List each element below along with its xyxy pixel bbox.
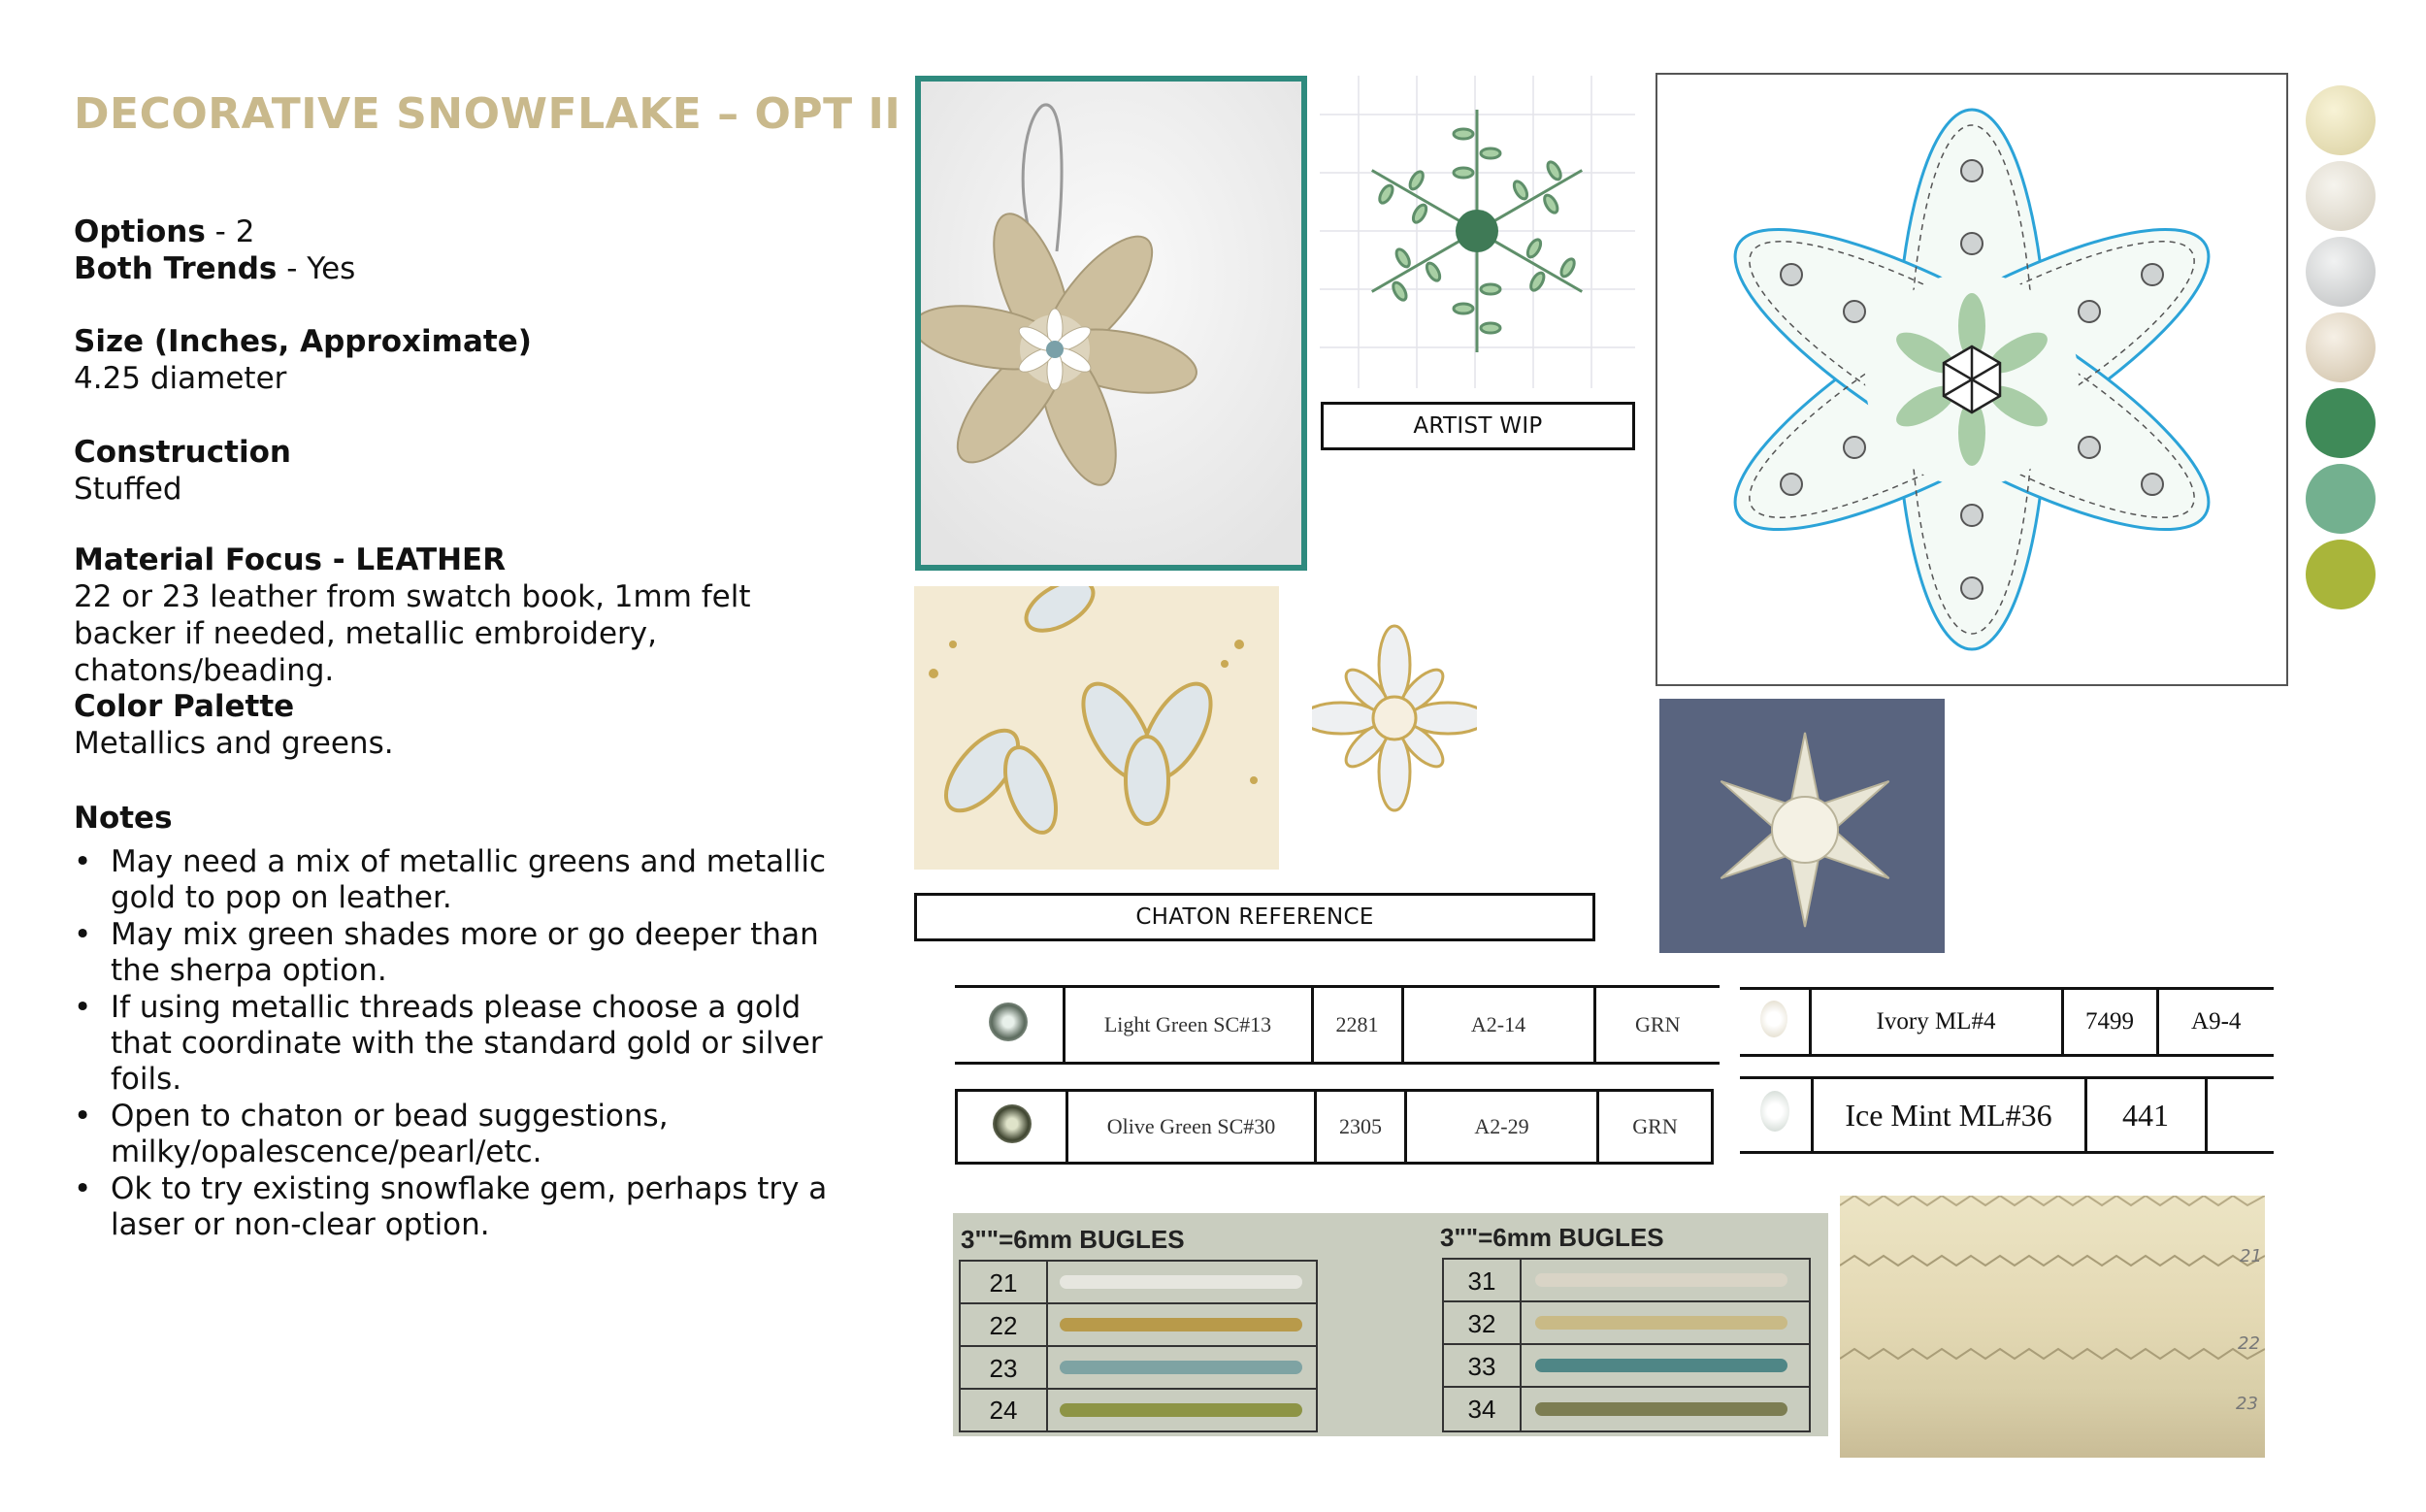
size-label: Size (Inches, Approximate) bbox=[74, 324, 532, 359]
stone-name: Ivory ML#4 bbox=[1810, 989, 2062, 1056]
stone-row-olive-green bbox=[955, 1089, 1714, 1165]
stone-row-ice-mint bbox=[1740, 1076, 2274, 1154]
options-spec bbox=[74, 214, 850, 250]
stone-color-code: GRN bbox=[1598, 1091, 1713, 1164]
notes-label: Notes bbox=[74, 801, 173, 836]
note-item: • Open to chaton or bead suggestions, milky/opalescence/pearl/etc. bbox=[74, 1099, 850, 1170]
stone-row-light-green bbox=[955, 985, 1720, 1065]
bugle-row bbox=[1444, 1388, 1809, 1430]
stone-name: Olive Green SC#30 bbox=[1067, 1091, 1316, 1164]
stone-number: 441 bbox=[2085, 1078, 2206, 1153]
bugle-row bbox=[1444, 1260, 1809, 1302]
options-value: - 2 bbox=[205, 214, 255, 249]
bugle-sample bbox=[1535, 1402, 1787, 1416]
palette-label: Color Palette bbox=[74, 689, 295, 724]
note-item: • If using metallic threads please choose a gold that coordinate with the standard gold or silver foils. bbox=[74, 990, 850, 1098]
bugle-sample bbox=[1060, 1275, 1302, 1289]
bugle-sample bbox=[1535, 1359, 1787, 1372]
stone-number: 2305 bbox=[1316, 1091, 1406, 1164]
bugle-row bbox=[961, 1347, 1316, 1390]
bugle-sample bbox=[1535, 1316, 1787, 1330]
leather-swatch-number: 23 bbox=[2236, 1394, 2258, 1414]
palette-swatch bbox=[2306, 540, 2376, 609]
note-item: • May mix green shades more or go deeper than the sherpa option. bbox=[74, 917, 850, 989]
palette-swatch bbox=[2306, 85, 2376, 155]
stone-location: A2-29 bbox=[1406, 1091, 1598, 1164]
bugle-row bbox=[961, 1390, 1316, 1430]
stone-thumbnail bbox=[1740, 1078, 1812, 1153]
material-value: 22 or 23 leather from swatch book, 1mm felt backer if needed, metallic embroidery, chatons/beading. bbox=[74, 579, 751, 688]
stone-row-ivory bbox=[1740, 987, 2274, 1057]
bugle-sample bbox=[1060, 1361, 1302, 1374]
stone-location: A2-14 bbox=[1402, 987, 1594, 1064]
bugle-number: 33 bbox=[1444, 1345, 1522, 1386]
note-item: • Ok to try existing snowflake gem, perhaps try a laser or non-clear option. bbox=[74, 1171, 850, 1243]
trends-value: - Yes bbox=[277, 251, 356, 286]
bugle-number: 34 bbox=[1444, 1388, 1522, 1430]
construction-label: Construction bbox=[74, 435, 291, 470]
bugle-sample bbox=[1060, 1403, 1302, 1417]
palette-swatch bbox=[2306, 237, 2376, 307]
bugles-heading: 3""=6mm BUGLES bbox=[1440, 1223, 1664, 1252]
stone-number: 7499 bbox=[2062, 989, 2157, 1056]
bugle-row bbox=[1444, 1345, 1809, 1388]
bugle-sample bbox=[1535, 1273, 1787, 1287]
ornament-photo bbox=[915, 76, 1307, 571]
stone-number: 2281 bbox=[1312, 987, 1402, 1064]
bugle-row bbox=[961, 1304, 1316, 1347]
chaton-reference-caption: CHATON REFERENCE bbox=[914, 893, 1595, 941]
stone-location: A9-4 bbox=[2157, 989, 2274, 1056]
bugle-sample bbox=[1060, 1318, 1302, 1331]
palette-swatch bbox=[2306, 161, 2376, 231]
bugles-table-left bbox=[959, 1260, 1318, 1432]
chaton-photo-brooch bbox=[1312, 594, 1477, 844]
palette-swatch bbox=[2306, 388, 2376, 458]
artist-wip-caption: ARTIST WIP bbox=[1321, 402, 1635, 450]
palette-swatch bbox=[2306, 312, 2376, 382]
stone-thumbnail bbox=[957, 1091, 1067, 1164]
bugle-row bbox=[961, 1262, 1316, 1304]
stone-thumbnail bbox=[955, 987, 1064, 1064]
leather-swatch-photo bbox=[1840, 1196, 2265, 1458]
leather-swatch-number: 21 bbox=[2240, 1246, 2262, 1266]
stone-location bbox=[2206, 1078, 2274, 1153]
notes-list bbox=[74, 844, 850, 1244]
stone-thumbnail bbox=[1740, 989, 1810, 1056]
bugle-number: 31 bbox=[1444, 1260, 1522, 1300]
bugles-heading: 3""=6mm BUGLES bbox=[961, 1225, 1185, 1254]
trends-label: Both Trends bbox=[74, 251, 278, 286]
palette-swatch bbox=[2306, 464, 2376, 534]
artist-wip-sketch bbox=[1320, 76, 1635, 388]
crystal-snowflake-photo bbox=[1659, 699, 1945, 953]
bugle-number: 23 bbox=[961, 1347, 1048, 1388]
trends-spec bbox=[74, 250, 850, 287]
chaton-photo-flowers bbox=[914, 586, 1279, 870]
options-label: Options bbox=[74, 214, 206, 249]
page-title: DECORATIVE SNOWFLAKE – OPT II bbox=[74, 89, 902, 139]
bugles-chart bbox=[953, 1213, 1828, 1436]
bugles-table-right bbox=[1442, 1258, 1811, 1432]
bugle-number: 21 bbox=[961, 1262, 1048, 1302]
material-label: Material Focus - LEATHER bbox=[74, 542, 507, 577]
construction-value: Stuffed bbox=[74, 472, 182, 507]
bugle-row bbox=[1444, 1302, 1809, 1345]
snowflake-design-drawing bbox=[1656, 73, 2288, 686]
stone-name: Ice Mint ML#36 bbox=[1812, 1078, 2085, 1153]
stone-color-code: GRN bbox=[1594, 987, 1720, 1064]
note-item: • May need a mix of metallic greens and metallic gold to pop on leather. bbox=[74, 844, 850, 916]
leather-swatch-number: 22 bbox=[2238, 1333, 2260, 1354]
bugle-number: 24 bbox=[961, 1390, 1048, 1430]
bugle-number: 32 bbox=[1444, 1302, 1522, 1343]
bugle-number: 22 bbox=[961, 1304, 1048, 1345]
stone-name: Light Green SC#13 bbox=[1064, 987, 1312, 1064]
size-value: 4.25 diameter bbox=[74, 361, 287, 396]
palette-value: Metallics and greens. bbox=[74, 726, 394, 761]
